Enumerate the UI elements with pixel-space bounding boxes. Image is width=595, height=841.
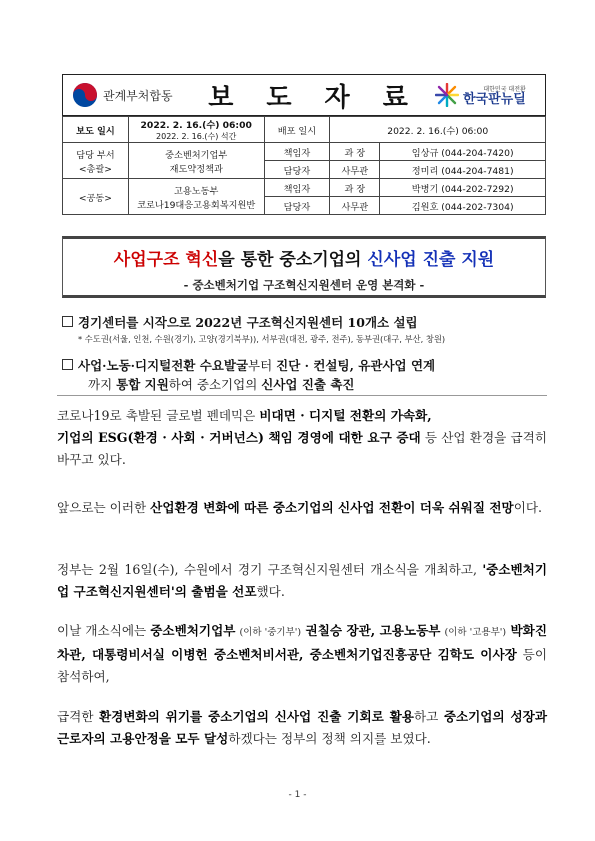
release-label: 배포 일시 <box>264 117 330 143</box>
contact-role: 담당자 <box>264 161 330 179</box>
report-date-cell <box>128 117 264 143</box>
burst-icon <box>435 83 459 107</box>
new-deal-logo <box>435 83 545 107</box>
org-name: 관계부처합동 <box>103 88 173 103</box>
bullet-2-c: 진단 · 컨설팅, 유관사업 연계 <box>276 358 436 373</box>
section-divider <box>57 395 547 396</box>
contact-info-table <box>62 116 546 215</box>
report-date: 2022. 2. 16.(수) 06:00 <box>140 120 252 131</box>
report-label: 보도 일시 <box>63 117 129 143</box>
government-logo <box>63 83 193 107</box>
p1-d: 등 산업 환경을 급격히 바꾸고 있다. <box>57 430 547 467</box>
dept1-name: 중소벤처기업부 <box>165 149 228 161</box>
p3-b: '중소벤처기업 구조혁신지원센터'의 출범을 선포 <box>57 562 547 599</box>
checkbox-square-icon <box>62 316 73 327</box>
p5-b: 환경변화의 위기를 중소기업의 신사업 진출 기회로 활용 <box>98 709 414 724</box>
dept-label-general: <총괄> <box>78 163 112 175</box>
bullet-2-e: 통합 지원 <box>116 377 169 392</box>
headline-part-blue: 신사업 진출 지원 <box>367 250 495 270</box>
p4-b: 중소벤처기업부 <box>150 623 236 638</box>
bullet-1-note: * 수도권(서울, 인천, 수원(경기), 고양(경기북부)), 서부권(대전, 광주, 전주), 동부권(대구, 부산, 창원) <box>78 334 446 344</box>
p4-c: (이하 '중기부') <box>239 627 302 638</box>
page-number: - 1 - <box>288 790 307 800</box>
headline-subtitle: - 중소벤처기업 구조혁신지원센터 운영 본격화 - <box>183 278 425 292</box>
bullet-1-text: 경기센터를 시작으로 2022년 구조혁신지원센터 10개소 설립 <box>78 315 418 330</box>
contact-title: 사무관 <box>330 197 380 215</box>
paragraph-5 <box>57 706 547 750</box>
taegeuk-icon <box>73 83 97 107</box>
headline-part-plain: 을 통한 중소기업의 <box>218 250 368 270</box>
joint-label: <공동> <box>63 179 129 215</box>
contact-person: 임상규 (044-204-7420) <box>380 143 546 161</box>
contact-title: 과 장 <box>330 143 380 161</box>
bullet-2-a: 사업·노동·디지털전환 수요발굴 <box>78 358 249 373</box>
p2-b: 산업환경 변화에 따른 중소기업의 신사업 전환이 더욱 쉬워질 전망 <box>150 500 514 515</box>
bullet-2-g: 신사업 진출 촉진 <box>261 377 355 392</box>
p2-a: 앞으로는 이러한 <box>57 500 151 515</box>
dept2-name: 고용노동부 <box>174 185 219 197</box>
p5-c: 하고 <box>413 709 444 724</box>
p3-a: 정부는 2월 16일(수), 수원에서 경기 구조혁신지원센터 개소식을 개최하고, <box>57 562 483 577</box>
contact-role: 담당자 <box>264 197 330 215</box>
headline-title <box>63 245 545 270</box>
contact-role: 책임자 <box>264 143 330 161</box>
contact-person: 박병기 (044-202-7292) <box>380 179 546 197</box>
paragraph-4 <box>57 620 547 688</box>
p4-g: 등이 참석하여, <box>57 647 547 684</box>
headline-box <box>62 236 546 298</box>
contact-title: 과 장 <box>330 179 380 197</box>
page-title: 보 도 자 료 <box>208 82 420 113</box>
release-date: 2022. 2. 16.(수) 06:00 <box>330 117 546 143</box>
p2-c: 이다. <box>513 500 543 515</box>
dept1-sub: 재도약정책과 <box>169 163 223 175</box>
p4-f: 박화진 차관, 대통령비서실 이병헌 중소벤처비서관, 중소벤처기업진흥공단 김학도 이사장 <box>57 623 548 662</box>
p5-d: 중소기업의 성장과 근로자의 고용안정을 모두 달성 <box>57 709 548 746</box>
dept2-sub: 코로나19대응고용회복지원반 <box>137 199 256 211</box>
brand-name: 한국판뉴딜 <box>463 91 526 107</box>
p4-d: 권칠승 장관, 고용노동부 <box>301 623 441 638</box>
bullet-1 <box>62 313 418 331</box>
p1-b: 비대면 · 디지털 전환의 가속화, <box>259 408 432 423</box>
dept-label: 담당 부서 <box>76 149 115 161</box>
paragraph-1 <box>57 405 547 471</box>
paragraph-3 <box>57 559 547 603</box>
p5-e: 하겠다는 정부의 정책 의지를 보였다. <box>228 731 431 746</box>
checkbox-square-icon <box>62 359 73 370</box>
bullet-2-line2 <box>88 375 355 393</box>
p1-a: 코로나19로 촉발된 글로벌 펜데믹은 <box>57 408 260 423</box>
bullet-2-b: 부터 <box>248 358 277 373</box>
headline-part-red: 사업구조 혁신 <box>113 250 219 270</box>
bullet-2-d: 까지 <box>88 377 117 392</box>
dept1-cell <box>128 143 264 179</box>
dept-label-cell <box>63 143 129 179</box>
p1-c: 기업의 ESG(환경 · 사회 · 거버넌스) 책임 경영에 대한 요구 증대 <box>57 430 421 445</box>
contact-person: 김원호 (044-202-7304) <box>380 197 546 215</box>
bullet-2-f: 하여 중소기업의 <box>168 377 262 392</box>
contact-role: 책임자 <box>264 179 330 197</box>
p4-e: (이하 '고용부') <box>444 627 507 638</box>
contact-title: 사무관 <box>330 161 380 179</box>
bullet-2 <box>62 356 435 374</box>
p4-a: 이날 개소식에는 <box>57 623 151 638</box>
contact-person: 정미리 (044-204-7481) <box>380 161 546 179</box>
brand-tagline: 대한민국 대전환 <box>483 85 526 93</box>
report-date-sub: 2022. 2. 16.(수) 석간 <box>156 132 237 141</box>
p5-a: 급격한 <box>57 709 99 724</box>
dept2-cell <box>128 179 264 215</box>
header-banner <box>62 74 546 116</box>
paragraph-2 <box>57 497 547 519</box>
p3-c: 했다. <box>256 584 285 599</box>
